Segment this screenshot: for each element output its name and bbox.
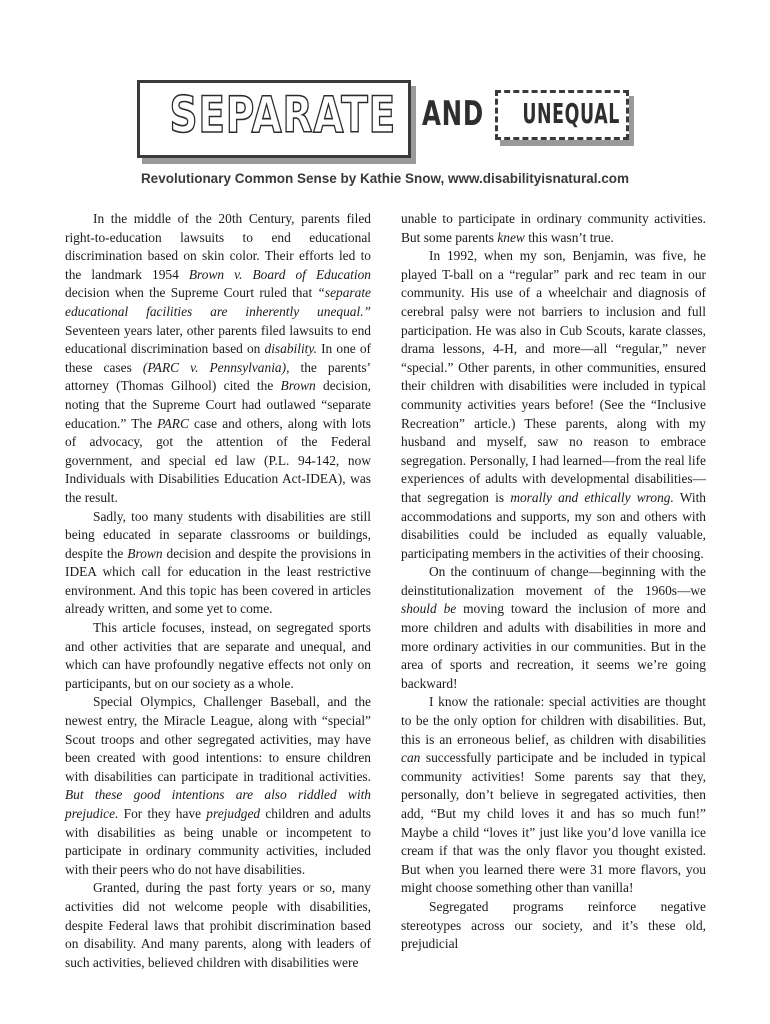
paragraph: In 1992, when my son, Benjamin, was five, he played T-ball on a “regular” park and rec team in our community. His use of a wheelchair and diagnosis of cerebral palsy were not barriers to inclusion and full participation. He was also in Cub Scouts, karate classes, drama lessons, 4-H, and more—all “regular,” never “special.” Other parents, in other communities, ensured their children with disabilities were included in typical community activities years before! (See the “Inclusive Recreation” article.) These parents, along with my husband and myself, saw no reason to embrace segregation. Personally, I had learned—from the real life experiences of adults with developmental disabilities—that segregation is morally and ethically wrong. With accommodations and supports, my son and others with disabilities could be included as equally valuable, participating members in the activities of their choosing.: [401, 248, 706, 561]
paragraph: unable to participate in ordinary community activities. But some parents knew this wasn’t true.: [401, 211, 706, 245]
left-column: [65, 210, 371, 972]
paragraph: I know the rationale: special activities are thought to be the only option for children with disabilities. But, this is an erroneous belief, as children with disabilities can successfully participate and be included in typical community activities! Some parents say that they, personally, don’t believe in segregated activities, then add, “But my child loves it and has so much fun!” Maybe a child “loves it” just like you’d love vanilla ice cream if that was the only flavor you thought existed. But when you learned there were 31 more flavors, you might choose something other than vanilla!: [401, 694, 706, 896]
title-word-and: AND: [422, 94, 484, 134]
unequal-title-box: [495, 90, 629, 140]
byline: Revolutionary Common Sense by Kathie Snow, www.disabilityisnatural.com: [140, 171, 630, 186]
paragraph: Granted, during the past forty years or so, many activities did not welcome people with disabilities, despite Federal laws that prohibit discrimination based on disability. And many parents, along with leaders of such activities, believed children with disabilities were: [65, 880, 371, 970]
paragraph: Sadly, too many students with disabilities are still being educated in separate classrooms or buildings, despite the Brown decision and despite the provisions in IDEA which call for education in the least restrictive environment. And this topic has been covered in articles already written, and some yet to come.: [65, 508, 371, 617]
paragraph: Segregated programs reinforce negative stereotypes across our society, and it’s these old, prejudicial: [401, 898, 706, 952]
separate-title-box: [137, 80, 411, 158]
title-word-unequal: UNEQUAL: [522, 97, 620, 130]
paragraph: This article focuses, instead, on segregated sports and other activities that are separate and unequal, and which can have profoundly negative effects not only on participants, but on our society as a whole.: [65, 620, 371, 691]
paragraph: On the continuum of change—beginning with the deinstitutionalization movement of the 1960s—we should be moving toward the inclusion of more and more children and adults with disabilities in more and more ordinary activities in our communities. But in the area of sports and recreation, it seems we’re going backward!: [401, 564, 707, 691]
title-word-separate: SEPARATE: [169, 86, 397, 144]
paragraph: Special Olympics, Challenger Baseball, and the newest entry, the Miracle League, along with “special” Scout troops and other segregated activities, may have been created with good intentions: to ensure children with disabilities can participate in traditional activities. But these good intentions are also riddled with prejudice. For they have prejudged children and adults with disabilities as being unable or incompetent to participate in ordinary community activities, included with their peers who do not have disabilities.: [65, 694, 371, 877]
right-column: [401, 210, 706, 954]
paragraph: In the middle of the 20th Century, parents filed right-to-education lawsuits to end educational discrimination based on skin color. Their efforts led to the landmark 1954 Brown v. Board of Education decision when the Supreme Court ruled that “separate educational facilities are inherently unequal.” Seventeen years later, other parents filed lawsuits to end educational discrimination based on disability. In one of these cases (PARC v. Pennsylvania), the parents’ attorney (Thomas Gilhool) cited the Brown decision, noting that the Supreme Court had outlawed “separate education.” The PARC case and others, along with lots of advocacy, got the attention of the Federal government, and special ed law (P.L. 94-142, now Individuals with Disabilities Education Act-IDEA), was the result.: [65, 211, 372, 505]
masthead: [137, 72, 642, 172]
